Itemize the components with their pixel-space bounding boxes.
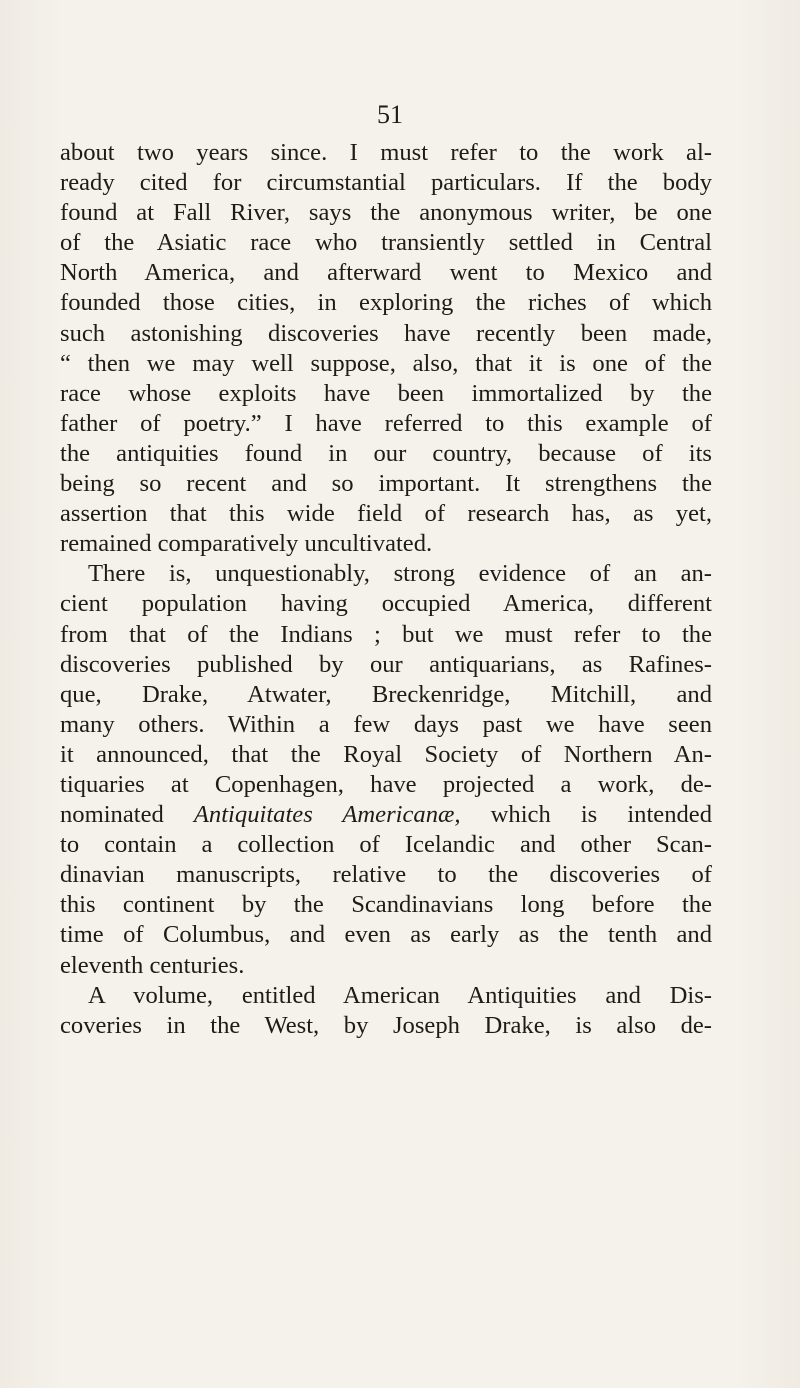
- text-line: cient population having occupied America, different: [60, 590, 712, 618]
- text-line: North America, and afterward went to Mexico and: [60, 259, 712, 287]
- text-line: about two years since. I must refer to the work al-: [60, 139, 712, 166]
- text-line: it announced, that the Royal Society of Northern An-: [60, 740, 712, 768]
- text-line: founded those cities, in exploring the riches of which: [60, 289, 712, 317]
- text-line: tiquaries at Copenhagen, have projected a work, de-: [60, 770, 712, 798]
- body-text: [60, 138, 712, 1041]
- text-line: que, Drake, Atwater, Breckenridge, Mitchill, and: [60, 680, 712, 708]
- italic-title: Antiquitates Americanæ,: [193, 801, 461, 829]
- text-line: “ then we may well suppose, also, that it is one of the: [60, 349, 712, 377]
- text-line: eleventh centuries.: [60, 951, 245, 979]
- text-line: of the Asiatic race who transiently settled in Central: [60, 229, 712, 257]
- text-line: race whose exploits have been immortalized by the: [60, 379, 712, 407]
- text-line: the antiquities found in our country, because of its: [60, 439, 712, 467]
- text-line: to contain a collection of Icelandic and other Scan-: [60, 831, 712, 859]
- text-line: nominated Antiquitates Americanæ, which is intended: [60, 801, 713, 829]
- text-line: from that of the Indians ; but we must refer to the: [60, 620, 712, 648]
- text-line: found at Fall River, says the anonymous writer, be one: [60, 199, 712, 227]
- text-line: time of Columbus, and even as early as the tenth and: [60, 921, 712, 949]
- text-line: remained comparatively uncultivated.: [60, 530, 433, 558]
- text-line: dinavian manuscripts, relative to the discoveries of: [60, 861, 712, 889]
- text-line: There is, unquestionably, strong evidence of an an-: [88, 560, 712, 588]
- text-line: discoveries published by our antiquarians, as Rafines-: [60, 650, 712, 678]
- text-line: ready cited for circumstantial particulars. If the body: [60, 169, 712, 197]
- page-number: 51: [377, 100, 403, 129]
- text-line: assertion that this wide field of research has, as yet,: [60, 500, 712, 528]
- text-line: this continent by the Scandinavians long before the: [60, 891, 712, 919]
- text-line: coveries in the West, by Joseph Drake, is also de-: [60, 1011, 712, 1039]
- text-line: father of poetry.” I have referred to this example of: [60, 409, 712, 437]
- text-line: being so recent and so important. It strengthens the: [60, 470, 712, 498]
- text-line: such astonishing discoveries have recently been made,: [60, 319, 712, 347]
- text-line: A volume, entitled American Antiquities and Dis-: [88, 981, 712, 1009]
- text-line: many others. Within a few days past we have seen: [60, 710, 712, 738]
